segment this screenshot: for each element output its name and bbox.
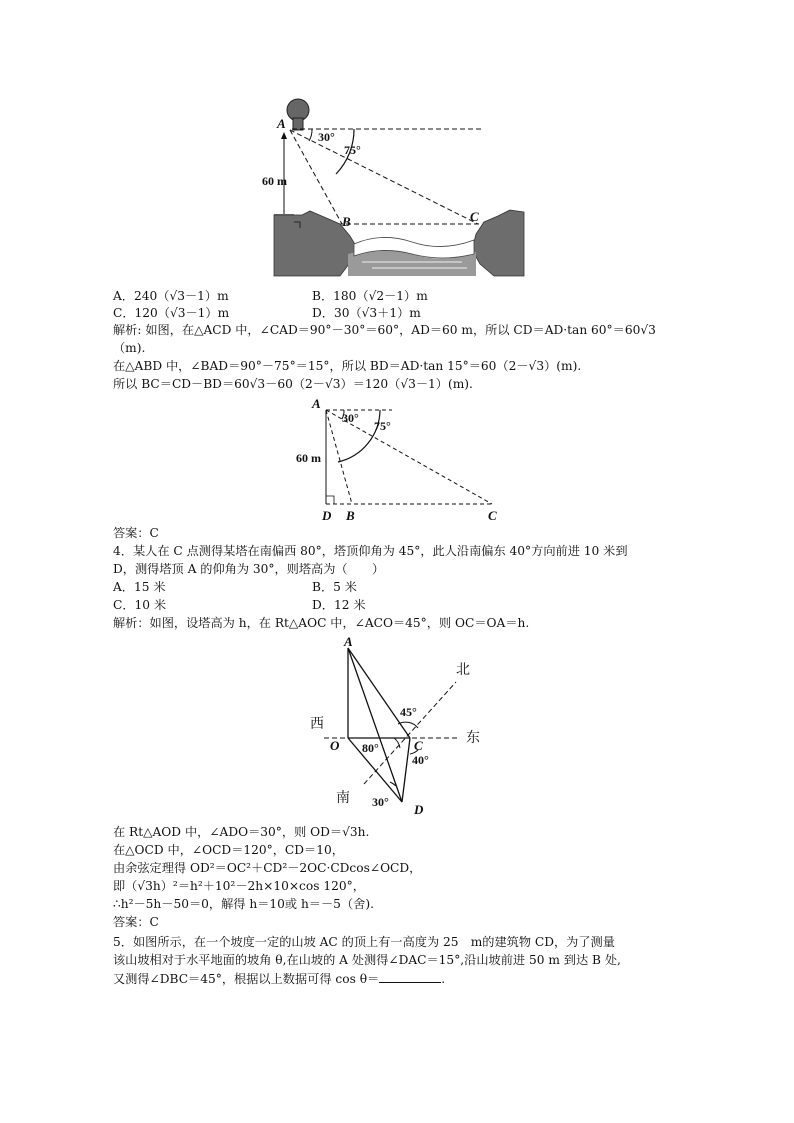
q3-analysis-line-1: 解析: 如图，在△ACD 中，∠CAD＝90°－30°＝60°，AD＝60 m，所以 CD＝AD·tan 60°＝60√3 xyxy=(113,323,656,337)
arrow-up-icon xyxy=(281,132,287,139)
label-75: 75° xyxy=(344,143,361,157)
q3-option-a: A．240（√3－1）m xyxy=(113,289,229,303)
line-AC xyxy=(348,648,410,738)
label-south: 南 xyxy=(336,791,350,806)
q4-option-a: A．15 米 xyxy=(113,580,166,594)
label-B: B xyxy=(346,508,355,523)
label-height: 60 m xyxy=(296,451,321,465)
label-75: 75° xyxy=(374,419,391,433)
label-east: 东 xyxy=(466,731,480,746)
tower-body xyxy=(293,118,303,130)
sight-line-AC xyxy=(290,130,478,224)
label-C: C xyxy=(414,738,423,753)
answer-blank[interactable] xyxy=(379,970,441,983)
q5-line-3 xyxy=(113,970,445,987)
figure-triangle-schematic xyxy=(292,392,512,524)
q3-analysis-line-1-cont: （m). xyxy=(113,341,146,355)
label-30: 30° xyxy=(342,411,359,425)
label-A: A xyxy=(312,396,321,411)
q4-line-5: ∴h²－5h－50＝0，解得 h＝10或 h＝－5（舍). xyxy=(113,897,374,911)
q4-line-2: 在△OCD 中，∠OCD＝120°，CD＝10， xyxy=(113,843,344,857)
q4-analysis-line-1: 解析：如图，设塔高为 h，在 Rt△AOC 中，∠ACO＝45°，则 OC＝OA＝h. xyxy=(113,616,530,630)
arc-30 xyxy=(309,129,312,141)
right-angle-marker xyxy=(326,496,334,504)
q4-line-1: 在 Rt△AOD 中，∠ADO＝30°，则 OD＝√3h. xyxy=(113,825,370,839)
q5-line-1: 5．如图所示，在一个坡度一定的山坡 AC 的顶上有一高度为 25 m的建筑物 CD，为了测量 xyxy=(113,935,615,949)
q3-option-b: B．180（√2－1）m xyxy=(312,289,428,303)
arc-80 xyxy=(394,738,400,748)
q3-answer: 答案：C xyxy=(113,526,159,540)
q4-option-b: B．5 米 xyxy=(312,580,357,594)
q4-line-4: 即（√3h）²＝h²＋10²－2h×10×cos 120°， xyxy=(113,879,365,893)
label-west: 西 xyxy=(310,717,324,732)
q5-line-3-end: . xyxy=(441,972,446,986)
q4-stem-line-1: 4．某人在 C 点测得某塔在南偏西 80°，塔顶仰角为 45°，此人沿南偏东 40°方向前进 10 米到 xyxy=(113,544,628,558)
label-D: D xyxy=(414,802,424,817)
label-40: 40° xyxy=(412,753,429,767)
q3-option-c: C．120（√3－1）m xyxy=(113,306,230,320)
label-45: 45° xyxy=(400,705,417,719)
figure-compass-tower xyxy=(306,634,502,820)
label-80: 80° xyxy=(362,741,379,755)
label-30: 30° xyxy=(372,795,389,809)
q4-answer: 答案：C xyxy=(113,915,159,929)
label-C: C xyxy=(470,209,479,224)
label-D: D xyxy=(322,508,332,523)
q4-stem-line-2: D，测得塔顶 A 的仰角为 30°，则塔高为（ ） xyxy=(113,562,385,576)
label-B: B xyxy=(342,214,351,229)
line-CD xyxy=(402,738,410,802)
line-AD xyxy=(348,648,402,802)
cliff-right xyxy=(472,210,524,276)
sight-line-AB xyxy=(290,130,342,224)
q3-option-d: D．30（√3＋1）m xyxy=(312,306,421,320)
q4-line-3: 由余弦定理得 OD²＝OC²＋CD²－2OC·CDcos∠OCD， xyxy=(113,861,422,875)
q3-analysis-line-3: 所以 BC＝CD－BD＝60√3－60（2－√3）＝120（√3－1）(m). xyxy=(113,377,473,391)
label-A: A xyxy=(344,634,353,649)
label-height: 60 m xyxy=(262,174,287,188)
label-30: 30° xyxy=(318,130,335,144)
q5-line-3-text: 又测得∠DBC＝45°，根据以上数据可得 cos θ＝ xyxy=(113,972,380,986)
q4-option-c: C．10 米 xyxy=(113,598,167,612)
figure-tower-river xyxy=(262,94,532,280)
label-O: O xyxy=(330,738,340,753)
label-north: 北 xyxy=(456,663,470,678)
q4-option-d: D．12 米 xyxy=(312,598,366,612)
label-C: C xyxy=(488,508,497,523)
label-A: A xyxy=(277,116,286,131)
q3-analysis-line-2: 在△ABD 中，∠BAD＝90°－75°＝15°，所以 BD＝AD·tan 15°＝60（2－√3）(m). xyxy=(113,359,582,373)
q5-line-2: 该山坡相对于水平地面的坡角 θ,在山坡的 A 处测得∠DAC＝15°,沿山坡前进 50 m 到达 B 处, xyxy=(113,953,621,967)
